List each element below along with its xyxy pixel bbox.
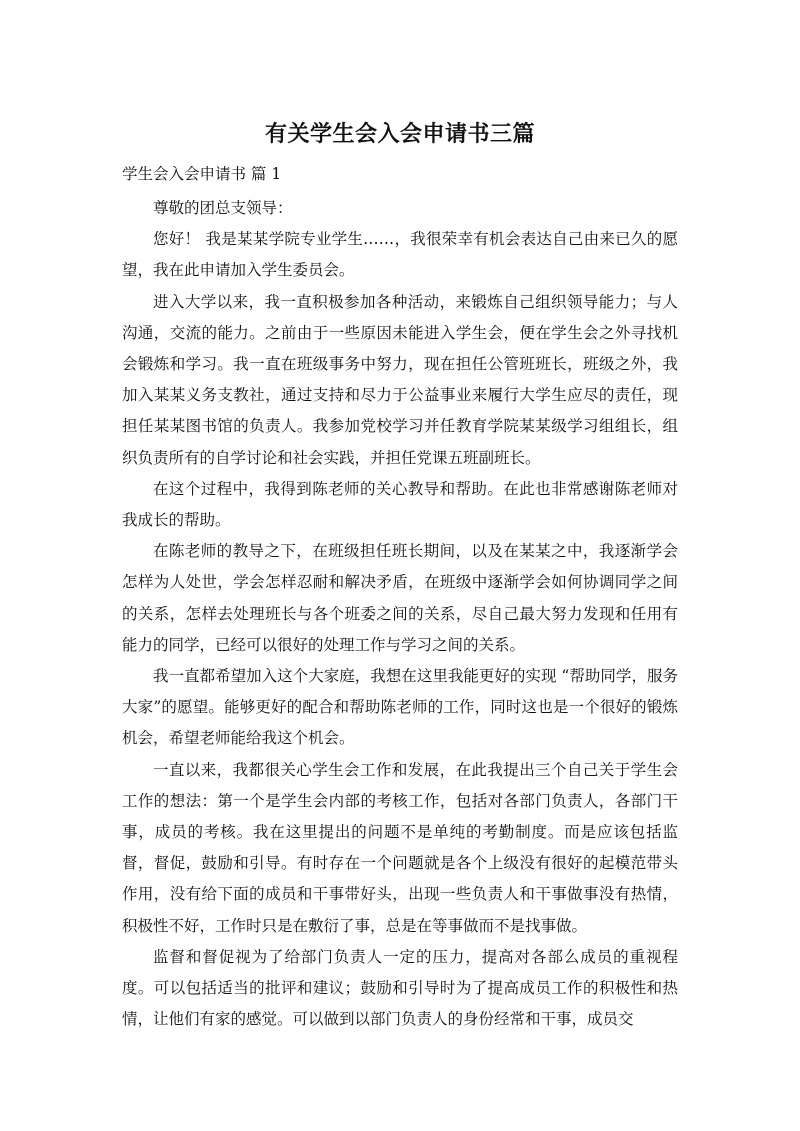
paragraph: 我一直都希望加入这个大家庭，我想在这里我能更好的实现 “帮助同学，服务大家”的愿望。能够更好的配合和帮助陈老师的工作，同时这也是一个很好的锻炼机会，希望老师能给我这个机会。: [122, 667, 678, 748]
section-heading: 学生会入会申请书 篇 1: [122, 165, 282, 183]
paragraph-greeting: 您好！ 我是某某学院专业学生……，我很荣幸有机会表达自己由来已久的愿望，我在此申请加入学生委员会。: [122, 230, 678, 280]
paragraph: 在这个过程中，我得到陈老师的关心教导和帮助。在此也非常感谢陈老师对我成长的帮助。: [122, 479, 678, 530]
document-body: [122, 193, 678, 1035]
paragraph-salutation: 尊敬的团总支领导：: [153, 199, 293, 217]
paragraph: 一直以来，我都很关心学生会工作和发展，在此我提出三个自己关于学生会工作的想法：第一个是学生会内部的考核工作，包括对各部门负责人，各部门干事，成员的考核。我在这里提出的问题不是单纯的考勤制度。而是应该包括监督，督促，鼓励和引导。有时存在一个问题就是各个上级没有很好的起模范带头作用，没有给下面的成员和干事带好头，出现一些负责人和干事做事没有热情，积极性不好，工作时只是在敷衍了事，总是在等事做而不是找事做。: [122, 760, 678, 935]
paragraph: 在陈老师的教导之下，在班级担任班长期间，以及在某某之中，我逐渐学会怎样为人处世，学会怎样忍耐和解决矛盾，在班级中逐渐学会如何协调同学之间的关系，怎样去处理班长与各个班委之间的关系，尽自己最大努力发现和任用有能力的同学，已经可以很好的处理工作与学习之间的关系。: [122, 542, 678, 654]
document-title: 有关学生会入会申请书三篇: [264, 122, 535, 147]
paragraph: 监督和督促视为了给部门负责人一定的压力，提高对各部么成员的重视程度。可以包括适当的批评和建议；鼓励和引导时为了提高成员工作的积极性和热情，让他们有家的感觉。可以做到以部门负责人的身份经常和干事，成员交: [122, 947, 678, 1029]
paragraph: 进入大学以来，我一直积极参加各种活动，来锻炼自己组织领导能力；与人沟通，交流的能力。之前由于一些原因未能进入学生会，便在学生会之外寻找机会锻炼和学习。我一直在班级事务中努力，现在担任公管班班长，班级之外，我加入某某义务支教社，通过支持和尽力于公益事业来履行大学生应尽的责任，现担任某某图书馆的负责人。我参加党校学习并任教育学院某某级学习组组长，组织负责所有的自学讨论和社会实践，并担任党课五班副班长。: [122, 292, 678, 467]
